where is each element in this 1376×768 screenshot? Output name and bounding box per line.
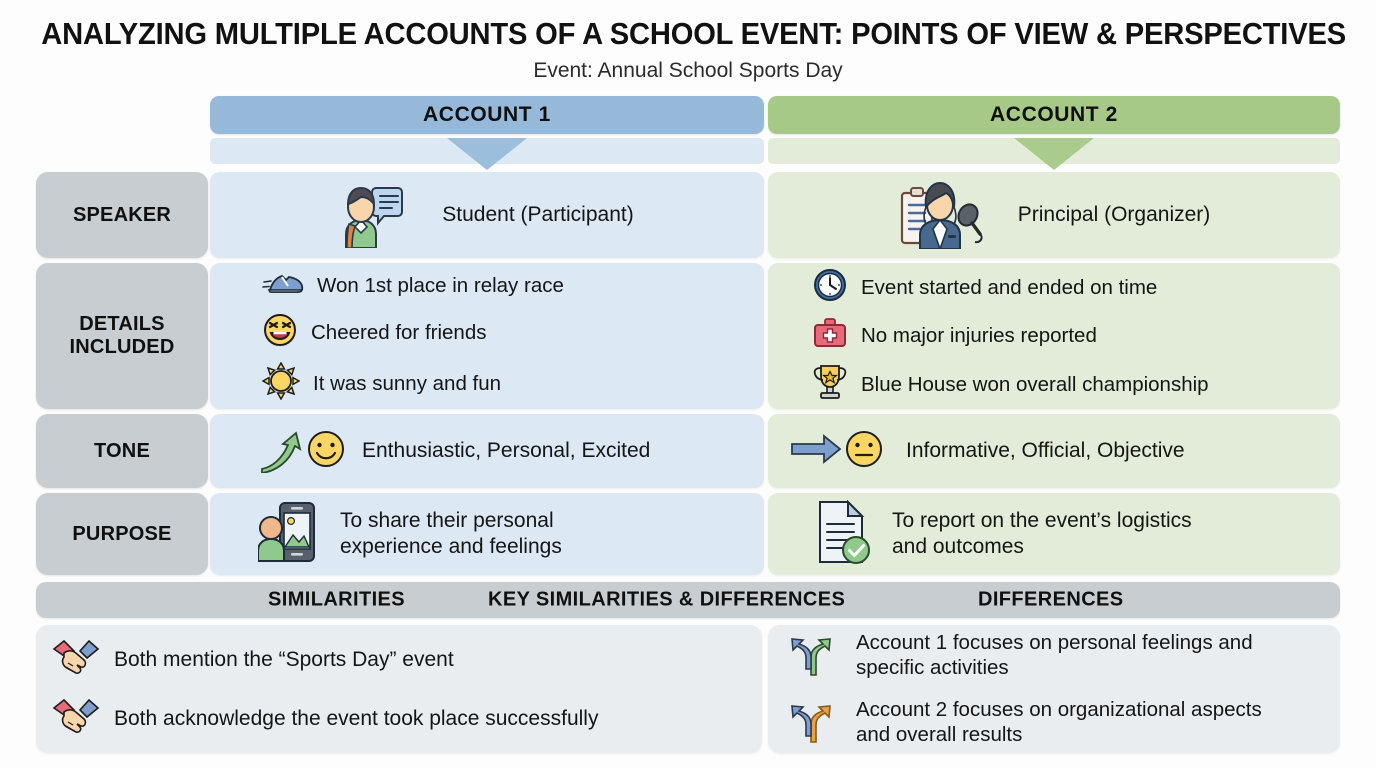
row-label-tone xyxy=(36,414,208,488)
list-item xyxy=(262,268,750,303)
key-similarities-differences-bar xyxy=(36,582,1340,618)
row-label-tone-text: TONE xyxy=(94,439,150,462)
student-speech-bubble-icon xyxy=(340,178,406,253)
cell-purpose-account-1-line1: To share their personal xyxy=(340,509,554,533)
row-label-purpose xyxy=(36,493,208,575)
cell-tone-account-2 xyxy=(768,414,1340,488)
cell-details-account-2 xyxy=(768,263,1340,409)
row-label-purpose-text: PURPOSE xyxy=(72,522,172,545)
list-item xyxy=(262,362,750,405)
fork-arrows-blue-green-icon xyxy=(784,629,842,682)
detail-text: It was sunny and fun xyxy=(313,371,502,395)
list-item xyxy=(52,637,746,682)
detail-text: Won 1st place in relay race xyxy=(317,273,564,297)
down-triangle-icon xyxy=(1014,138,1094,170)
list-item xyxy=(52,696,746,741)
column-header-account-1-label: ACCOUNT 1 xyxy=(423,103,551,126)
clock-icon xyxy=(812,267,848,308)
cell-tone-account-1-text: Enthusiastic, Personal, Excited xyxy=(362,439,651,463)
similarities-panel xyxy=(36,625,762,753)
detail-text: Blue House won overall championship xyxy=(861,372,1209,396)
difference-line1: Account 2 focuses on organizational aspects xyxy=(856,697,1262,721)
list-item xyxy=(262,312,750,353)
running-shoe-icon xyxy=(262,268,304,303)
list-item xyxy=(812,317,1326,354)
row-label-details-line2: INCLUDED xyxy=(69,336,175,358)
difference-line2: specific activities xyxy=(856,655,1009,679)
title-block xyxy=(0,18,1376,83)
handshake-icon xyxy=(52,637,100,682)
cell-purpose-account-1 xyxy=(210,493,764,575)
page-title: ANALYZING MULTIPLE ACCOUNTS OF A SCHOOL EVENT: POINTS OF VIEW & PERSPECTIVES xyxy=(41,16,1346,51)
column-header-account-2 xyxy=(768,96,1340,134)
row-label-speaker-text: SPEAKER xyxy=(72,203,172,226)
cell-details-account-1 xyxy=(210,263,764,409)
cell-speaker-account-2-text: Principal (Organizer) xyxy=(1017,203,1211,227)
difference-line2: and overall results xyxy=(856,722,1023,746)
key-bar-center-label: KEY SIMILARITIES & DIFFERENCES xyxy=(488,588,846,611)
detail-text: Cheered for friends xyxy=(311,320,487,344)
cell-purpose-account-2-line1: To report on the event’s logistics xyxy=(892,509,1192,533)
list-item xyxy=(812,267,1326,308)
similarity-text: Both acknowledge the event took place successfully xyxy=(114,706,599,730)
fork-arrows-blue-orange-icon xyxy=(784,696,842,749)
sun-icon xyxy=(262,362,300,405)
key-bar-differences-label: DIFFERENCES xyxy=(978,588,1124,611)
document-check-icon xyxy=(814,498,874,571)
cell-speaker-account-2 xyxy=(768,172,1340,258)
similarity-text: Both mention the “Sports Day” event xyxy=(114,647,454,671)
list-item xyxy=(784,629,1324,682)
list-item xyxy=(812,363,1326,406)
cell-purpose-account-1-line2: experience and feelings xyxy=(340,535,562,558)
column-header-account-1 xyxy=(210,96,764,134)
row-label-details-line1: DETAILS xyxy=(79,313,165,335)
first-aid-kit-icon xyxy=(812,317,848,354)
page-subtitle: Event: Annual School Sports Day xyxy=(533,58,843,82)
row-label-speaker xyxy=(36,172,208,258)
account-1-arrow-strip xyxy=(210,138,764,164)
handshake-icon xyxy=(52,696,100,741)
person-phone-photo-icon xyxy=(258,499,324,570)
detail-text: Event started and ended on time xyxy=(861,275,1158,299)
column-header-account-2-label: ACCOUNT 2 xyxy=(990,103,1118,126)
row-label-details-included xyxy=(36,263,208,409)
trophy-icon xyxy=(812,363,848,406)
cell-speaker-account-1 xyxy=(210,172,764,258)
cell-purpose-account-2-line2: and outcomes xyxy=(892,535,1024,558)
right-arrow-neutral-face-icon xyxy=(790,426,898,477)
key-bar-similarities-label: SIMILARITIES xyxy=(268,588,406,611)
differences-panel xyxy=(768,625,1340,753)
laughing-face-icon xyxy=(262,312,298,353)
down-triangle-icon xyxy=(447,138,527,170)
account-2-arrow-strip xyxy=(768,138,1340,164)
cell-tone-account-2-text: Informative, Official, Objective xyxy=(906,439,1185,463)
principal-clipboard-microphone-icon xyxy=(898,177,988,254)
up-arrow-smiley-icon xyxy=(258,425,350,478)
cell-purpose-account-2 xyxy=(768,493,1340,575)
list-item xyxy=(784,696,1324,749)
cell-speaker-account-1-text: Student (Participant) xyxy=(442,203,634,227)
cell-tone-account-1 xyxy=(210,414,764,488)
detail-text: No major injuries reported xyxy=(861,323,1097,347)
difference-line1: Account 1 focuses on personal feelings and xyxy=(856,630,1253,654)
